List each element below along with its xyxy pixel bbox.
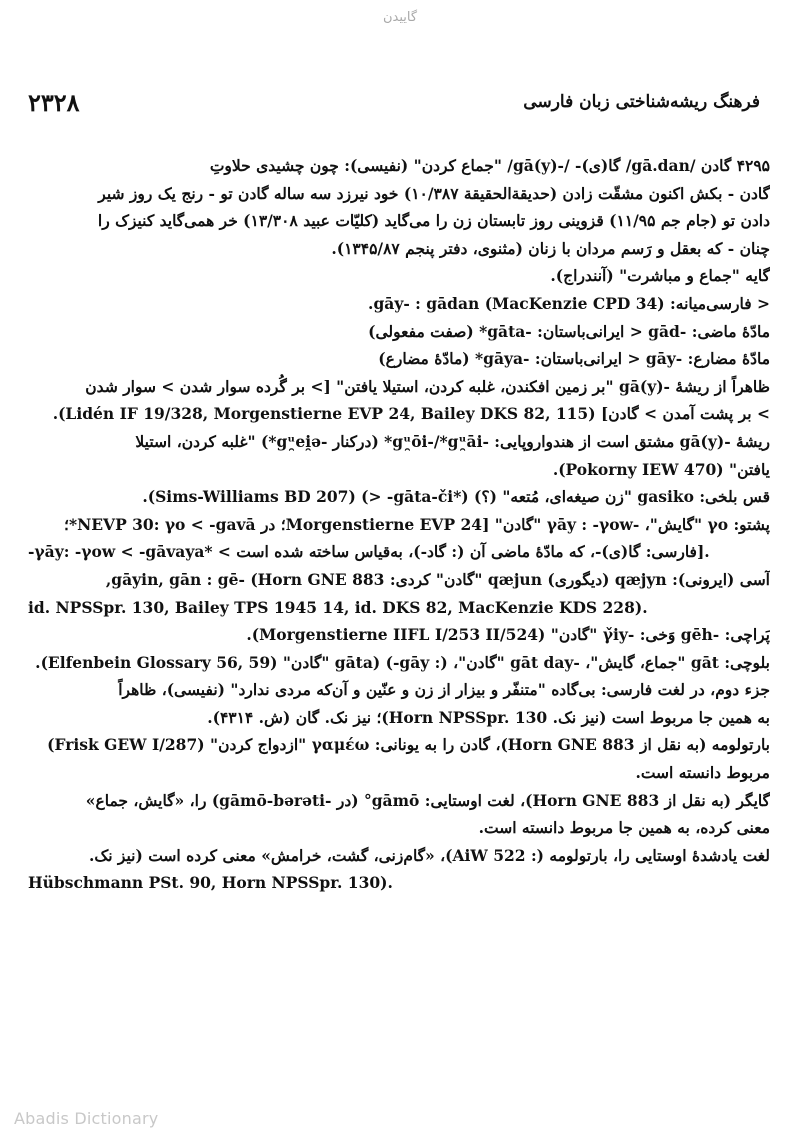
entry-line: قس بلخی: gasiko "زن صیغه‌ای، مُتعه" (؟) (*gāta-či- <) (Sims-Williams BD 207). (142, 487, 770, 507)
entry-line: مربوط دانسته است. (635, 763, 770, 783)
entry-line: آسی (ایرونی): qæjyn (دیگوری) qæjun "گادن" کردی: gāyin, gān : gē- (Horn GNE 883, (105, 569, 770, 589)
entry-line: گایگر (به نقل از Horn GNE 883)، لغت اوستایی: gāmō° (در -gāmō-bərəti) را، «گایش، جماع» (85, 790, 770, 810)
entry-line: گایه "جماع و مباشرت" (آنندراج). (550, 266, 770, 286)
entry-line: به همین جا مربوط است (نیز نک. Horn NPSSpr. 130)؛ نیز نک. گان (ش. ۴۳۱۴). (207, 707, 770, 727)
entry-line: > بر پشت آمدن > گادن] (Lidén IF 19/328, Morgenstierne EVP 24, Bailey DKS 82, 115). (52, 404, 770, 424)
entry-line: پَراچی: -gēh وَخی: -γ̌iy "گادن" (Morgenstierne IIFL I/253 II/524). (246, 625, 770, 645)
entry-line: id. NPSSpr. 130, Bailey TPS 1945 14, id. DKS 82, MacKenzie KDS 228). (28, 597, 648, 617)
site-title: گاییدن (382, 10, 418, 25)
entry-line: ۴۲۹۵ گادن /gā.dan/ گا(ی)- /-(gā(y/ "جماع کردن" (نفیسی): چون چشیدی حلاوتِ (209, 156, 770, 175)
entry-line: بارتولومه (به نقل از Horn GNE 883)، گادن را به یونانی: γαμέω "ازدواج کردن" (Frisk GEW I/287) (47, 735, 770, 755)
entry-line: پشتو: γo "گایش"، -γāy : -γow "گادن" [Morgenstierne EVP 24؛ در NEVP 30: γo < -gavā*؛ (64, 514, 770, 534)
entry-line: یافتن" (Pokorny IEW 470). (552, 459, 770, 479)
page-header (28, 88, 760, 118)
watermark: Abadis Dictionary (14, 1109, 159, 1128)
entry-line: گادن - بکش اکنون مشقّت زادن (حدیقة‌الحقیقة ۱۰/۳۸۷) خود نیرزد سه ساله گادن تو - رنج یک روز شیر (98, 183, 770, 203)
entry-line: لغت یادشدهٔ اوستایی را، بارتولومه (: AiW 522)، «گام‌زنی، گشت، خرامش» معنی کرده است (نیز نک. (88, 845, 770, 865)
entry-line: مادّهٔ مضارع: -gāy < ایرانی‌باستان: -gāya* (مادّهٔ مضارع) (378, 349, 770, 369)
dictionary-entry (28, 152, 770, 897)
page-number: ۲۳۲۸ (28, 88, 80, 117)
book-title: فرهنگ ریشه‌شناختی زبان فارسی (523, 92, 760, 112)
entry-line: -γāy: -γow < -gāvaya* < فارسی: گا(ی)-، که مادّهٔ ماضی آن (: گاد-)، به‌قیاس ساخته شده است]. (28, 542, 710, 562)
entry-line: ظاهراً از ریشهٔ -(gā(y "بر زمین افکندن، غلبه کردن، استیلا یافتن" [> بر گُرده سوار شدن > سوار شدن (85, 376, 770, 396)
entry-line: مادّهٔ ماضی: -gād < ایرانی‌باستان: -gāta* (صفت مفعولی) (368, 321, 770, 341)
entry-line: < فارسی‌میانه: gāy- : gādan (MacKenzie CPD 34). (368, 293, 770, 313)
entry-line: دادن تو (جام جم ۱۱/۹۵) قزوینی روز تابستان زن را می‌گاید (کلیّات عبید ۱۳/۳۰۸) خر همی‌گاید کنیزک را (97, 211, 770, 231)
entry-line: جزء دوم، در لغت فارسی: بی‌گاده "متنفّر و بیزار از زن و عنّین و آن‌که مردی ندارد" (نفیسی)، ظاهراً (118, 680, 770, 700)
entry-line: معنی کرده، به همین جا مربوط دانسته است. (478, 818, 770, 838)
entry-line: چنان - که بعقل و رَسم مردان با زنان (مثنوی، دفتر پنجم ۱۳۴۵/۸۷). (331, 238, 770, 258)
entry-line: ریشهٔ -(gā(y مشتق است از هندواروپایی: -gᵘ̯ōi-/*gᵘ̯āi* (درکنار -gᵘ̯ei̯ə*) "غلبه کردن، استیلا (135, 431, 770, 451)
entry-line: Hübschmann PSt. 90, Horn NPSSpr. 130). (28, 873, 393, 893)
entry-line: بلوچی: gāt "جماع، گایش"، -gāt day "گادن"، (: gāy-) (gāta "گادن" (Elfenbein Glossary 56, 59). (35, 652, 770, 672)
